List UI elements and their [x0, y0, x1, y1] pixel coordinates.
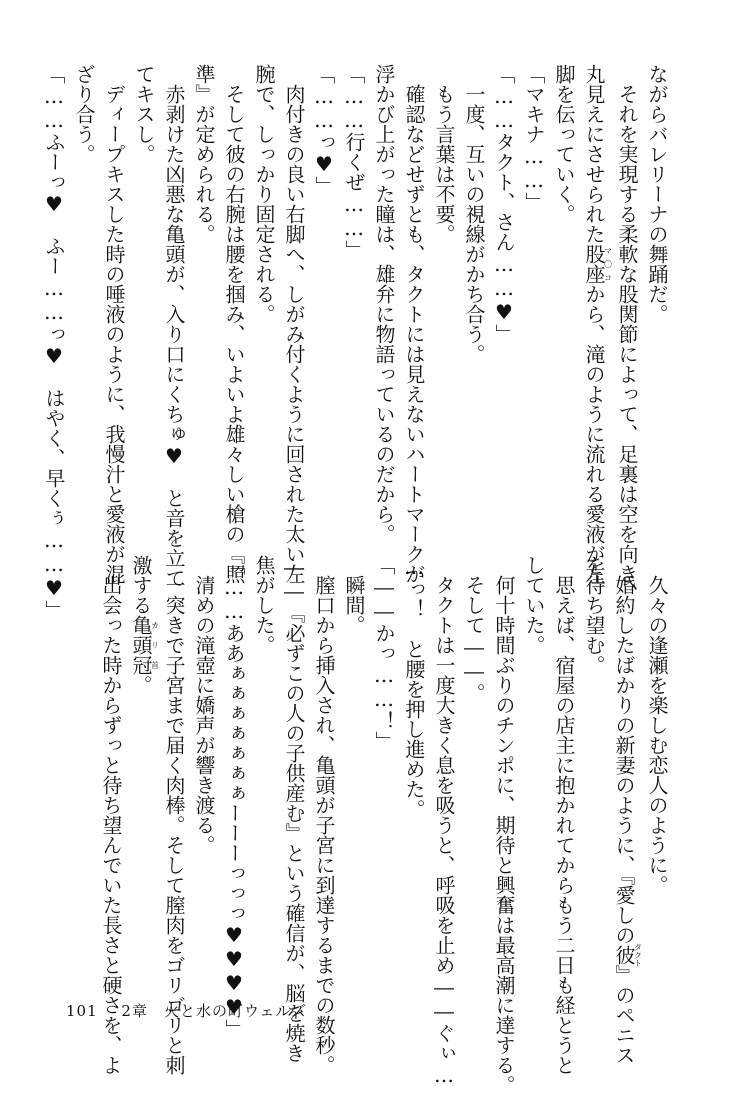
text-line: それを実現する柔軟な股関節によって、足裏は空を向き、: [615, 64, 639, 604]
text-line: ざり合う。: [72, 64, 96, 164]
text-line: 膣口から挿入され、亀頭が子宮に到達するまでの数秒。: [312, 555, 336, 1075]
text-line: 準』が定められる。: [192, 64, 216, 244]
page-number: 101: [66, 1002, 98, 1020]
text-line: 丸見えにさせられた股座マ〇コから、滝のように流れる愛液が左: [582, 64, 613, 584]
ruby-annotation: 股座マ〇コ: [582, 244, 613, 284]
text-line: ながらバレリーナの舞踊だ。: [645, 64, 669, 324]
text-line: 瞬間。: [342, 555, 366, 635]
text-line: 激する亀頭冠カリ首。: [129, 555, 160, 695]
text-line: を待ち望む。: [582, 555, 606, 675]
chapter-title: 2章 火と水の町ウェルズ: [121, 1002, 307, 1020]
text-line: していた。: [522, 555, 546, 655]
text-line: 確認などせずとも、タクトには見えないハートマークが: [402, 64, 426, 584]
text-line: 何十時間ぶりのチンポに、期待と興奮は最高潮に達する。: [492, 555, 516, 1095]
text-line: 浮かび上がった瞳は、雄弁に物語っているのだから。: [372, 64, 396, 544]
text-line: 出会った時からずっと待ち望んでいた長さと硬さを、よ: [99, 555, 123, 1075]
text-line: 思えば、宿屋の店主に抱かれてからもう二日も経とうと: [552, 555, 576, 1075]
text-line: 「……ああぁぁぁぁぁぁぁーーーっっっ♥♥♥♥」: [222, 555, 246, 1039]
text-line: 焦がした。: [252, 555, 276, 655]
text-line: 「――かっ……！」: [372, 555, 396, 751]
text-line: 一突きで子宮まで届く肉棒。そして膣肉をゴリゴリと刺: [162, 555, 186, 1075]
text-line: 脚を伝っていく。: [552, 64, 576, 224]
text-line: 赤剥けた凶悪な亀頭が、入り口にくちゅ♥ と音を立て: [162, 64, 186, 588]
text-line: ――『必ずこの人の子供産む』という確信が、脳を焼き: [282, 555, 306, 1063]
text-line: 腕で、しっかり固定される。: [252, 64, 276, 324]
page-footer: [66, 1000, 325, 1021]
text-line: てキスし。: [132, 64, 156, 164]
text-line: …っ！ と腰を押し進めた。: [402, 555, 426, 819]
text-line: 肉付きの良い右脚へ、しがみ付くように回された太い左: [282, 64, 306, 584]
text-line: 久々の逢瀬を楽しむ恋人のように。: [645, 555, 669, 895]
text-line: タクトは一度大きく息を吸うと、呼吸を止め――ぐぃ…: [432, 555, 456, 1087]
text-line: 婚約したばかりの新妻のように、『愛しの彼タクト』のペニス: [612, 555, 643, 1065]
text-line: 一度、互いの視線がかち合う。: [462, 64, 486, 364]
text-line: 「……ふーっ♥ ふー……っ♥ はやく、早くぅ……♥」: [42, 64, 66, 620]
text-line: もう言葉は不要。: [432, 64, 456, 244]
text-line: そして彼の右腕は腰を掴み、いよいよ雄々しい槍の『照: [222, 64, 246, 584]
text-line: 「……タクト、さん……♥」: [492, 64, 516, 344]
ruby-annotation: 彼タクト: [612, 943, 643, 967]
text-line: ディープキスした時の唾液のように、我慢汁と愛液が混: [102, 64, 126, 584]
ruby-annotation: 亀頭冠カリ首: [129, 615, 160, 675]
text-line: 「……行くぜ……」: [342, 64, 366, 260]
text-line: 清めの滝壺に嬌声が響き渡る。: [192, 555, 216, 855]
text-line: そして――。: [462, 555, 486, 703]
text-line: 「……っ♥」: [312, 64, 336, 196]
text-line: 「マキナ……」: [522, 64, 546, 212]
